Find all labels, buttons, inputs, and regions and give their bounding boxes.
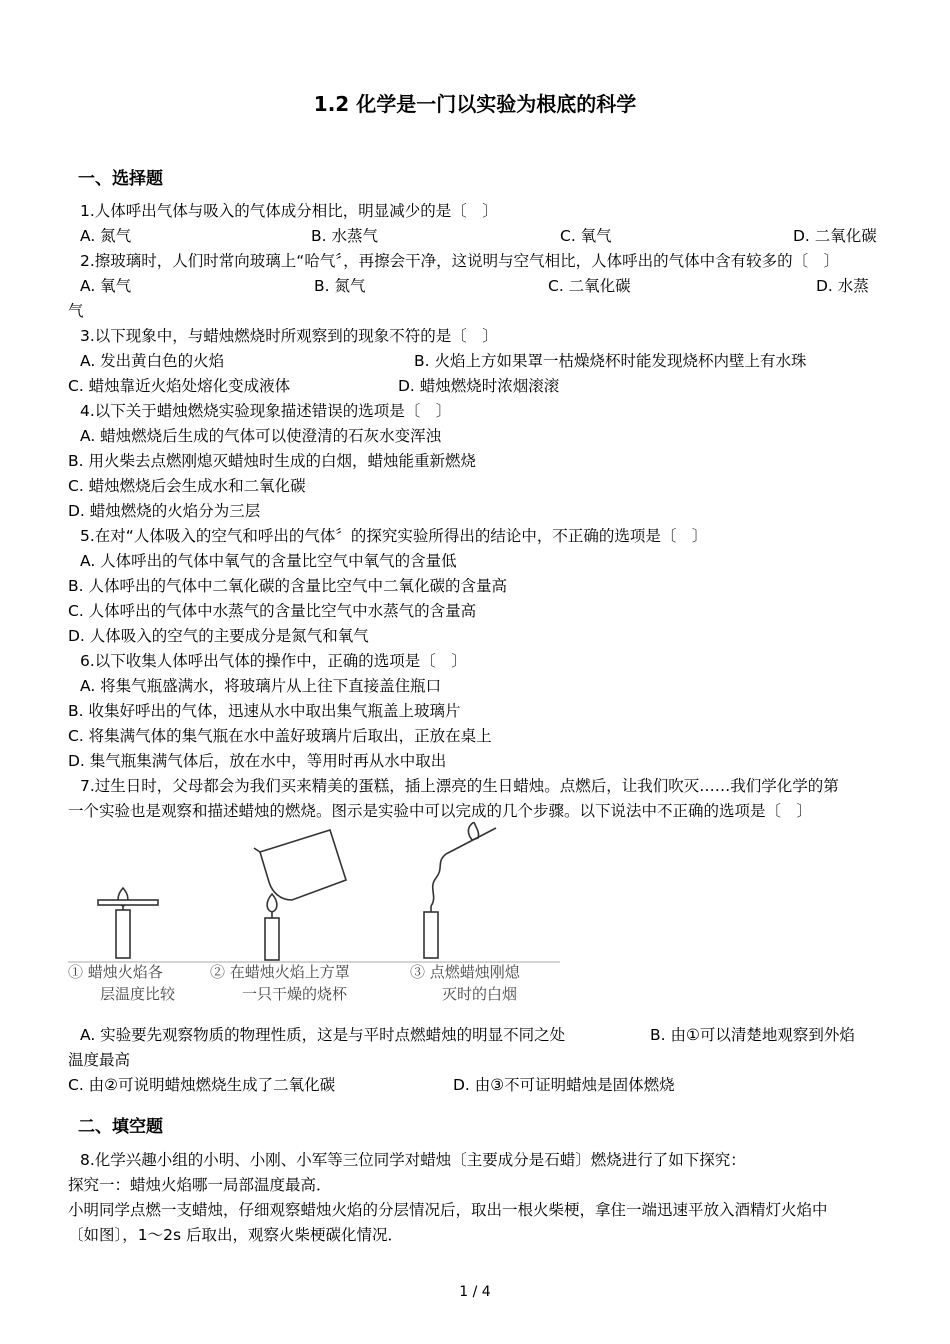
q4-stem: 4.以下关于蜡烛燃烧实验现象描述错误的选项是〔 〕: [80, 402, 452, 420]
q8-line3: 小明同学点燃一支蜡烛，仔细观察蜡烛火焰的分层情况后，取出一根火柴梗，拿住一端迅速平放入酒精灯火焰中: [68, 1201, 828, 1219]
q1-option-d: D. 二氧化碳: [793, 227, 877, 245]
q3-option-b: B. 火焰上方如果罩一枯燥烧杯时能发现烧杯内壁上有水珠: [414, 352, 807, 370]
q7-option-b-cont: 温度最高: [68, 1051, 131, 1069]
figure-caption-1-line2: 层温度比较: [100, 985, 176, 1003]
q6-option-a: A. 将集气瓶盛满水，将玻璃片从上往下直接盖住瓶口: [80, 677, 442, 695]
q4-option-a: A. 蜡烛燃烧后生成的气体可以使澄清的石灰水变浑浊: [80, 427, 442, 445]
q5-option-b: B. 人体呼出的气体中二氧化碳的含量比空气中二氧化碳的含量高: [68, 577, 507, 595]
q8-line2: 探究一：蜡烛火焰哪一局部温度最高．: [68, 1176, 332, 1194]
candle-1-illustration: [98, 888, 158, 958]
q2-option-a: A. 氧气: [80, 277, 132, 295]
q7-option-b: B. 由①可以清楚地观察到外焰: [650, 1026, 855, 1044]
q3-option-a: A. 发出黄白色的火焰: [80, 352, 225, 370]
q2-stem: 2.擦玻璃时，人们时常向玻璃上“哈气〞，再擦会干净，这说明与空气相比，人体呼出的气体中含有较多的〔 〕: [80, 252, 840, 270]
q6-option-b: B. 收集好呼出的气体，迅速从水中取出集气瓶盖上玻璃片: [68, 702, 461, 720]
q7-option-c: C. 由②可说明蜡烛燃烧生成了二氧化碳: [68, 1076, 336, 1094]
q4-option-d: D. 蜡烛燃烧的火焰分为三层: [68, 502, 261, 520]
q4-option-b: B. 用火柴去点燃刚熄灭蜡烛时生成的白烟，蜡烛能重新燃烧: [68, 452, 476, 470]
q7-option-a: A. 实验要先观察物质的物理性质，这是与平时点燃蜡烛的明显不同之处: [80, 1026, 566, 1044]
q3-stem: 3.以下现象中，与蜡烛燃烧时所观察到的现象不符的是〔 〕: [80, 327, 498, 345]
q6-stem: 6.以下收集人体呼出气体的操作中，正确的选项是〔 〕: [80, 652, 467, 670]
page-number: 1 / 4: [459, 1284, 491, 1300]
figure-caption-2-line1: ② 在蜡烛火焰上方罩: [210, 963, 350, 981]
figure-caption-3-line2: 灭时的白烟: [442, 985, 518, 1003]
q8-line1: 8.化学兴趣小组的小明、小刚、小军等三位同学对蜡烛〔主要成分是石蜡〕燃烧进行了如下探究：: [80, 1151, 746, 1169]
figure-caption-3-line1: ③ 点燃蜡烛刚熄: [410, 963, 520, 981]
q1-option-a: A. 氮气: [80, 227, 132, 245]
figure-caption-1-line1: ① 蜡烛火焰各: [68, 963, 163, 981]
q1-option-b: B. 水蒸气: [311, 227, 378, 245]
q7-stem-line1: 7.过生日时，父母都会为我们买来精美的蛋糕，插上漂亮的生日蜡烛。点燃后，让我们吹灭……我们学化学的第: [80, 777, 839, 795]
q2-option-b: B. 氮气: [314, 277, 366, 295]
q5-option-c: C. 人体呼出的气体中水蒸气的含量比空气中水蒸气的含量高: [68, 602, 477, 620]
section-heading-fill: 二、填空题: [78, 1117, 163, 1137]
q3-option-c: C. 蜡烛靠近火焰处熔化变成液体: [68, 377, 291, 395]
q2-option-d: D. 水蒸: [816, 277, 869, 295]
section-heading-choice: 一、选择题: [78, 169, 163, 189]
q4-option-c: C. 蜡烛燃烧后会生成水和二氧化碳: [68, 477, 306, 495]
q5-stem: 5.在对“人体吸入的空气和呼出的气体〞的探究实验所得出的结论中，不正确的选项是〔 〕: [80, 527, 708, 545]
q8-line4: 〔如图〕，1～2s 后取出，观察火柴梗碳化情况．: [68, 1226, 403, 1244]
q2-option-c: C. 二氧化碳: [548, 277, 631, 295]
q3-option-d: D. 蜡烛燃烧时浓烟滚滚: [398, 377, 560, 395]
q5-option-d: D. 人体吸入的空气的主要成分是氮气和氧气: [68, 627, 369, 645]
q2-option-d-cont: 气: [68, 302, 84, 320]
candle-3-illustration: [424, 822, 496, 958]
candle-2-illustration: [254, 830, 346, 960]
page-title: 1.2 化学是一门以实验为根底的科学: [313, 92, 637, 116]
q7-stem-line2: 一个实验也是观察和描述蜡烛的燃烧。图示是实验中可以完成的几个步骤。以下说法中不正确的选项是〔 〕: [68, 802, 813, 820]
figure-caption-2-line2: 一只干燥的烧杯: [242, 985, 348, 1003]
candle-experiment-figure: [64, 822, 564, 1012]
q6-option-d: D. 集气瓶集满气体后，放在水中，等用时再从水中取出: [68, 752, 447, 770]
q1-option-c: C. 氧气: [560, 227, 612, 245]
q7-option-d: D. 由③不可证明蜡烛是固体燃烧: [453, 1076, 675, 1094]
q5-option-a: A. 人体呼出的气体中氧气的含量比空气中氧气的含量低: [80, 552, 457, 570]
q6-option-c: C. 将集满气体的集气瓶在水中盖好玻璃片后取出，正放在桌上: [68, 727, 492, 745]
q1-stem: 1.人体呼出气体与吸入的气体成分相比，明显减少的是〔 〕: [80, 202, 498, 220]
